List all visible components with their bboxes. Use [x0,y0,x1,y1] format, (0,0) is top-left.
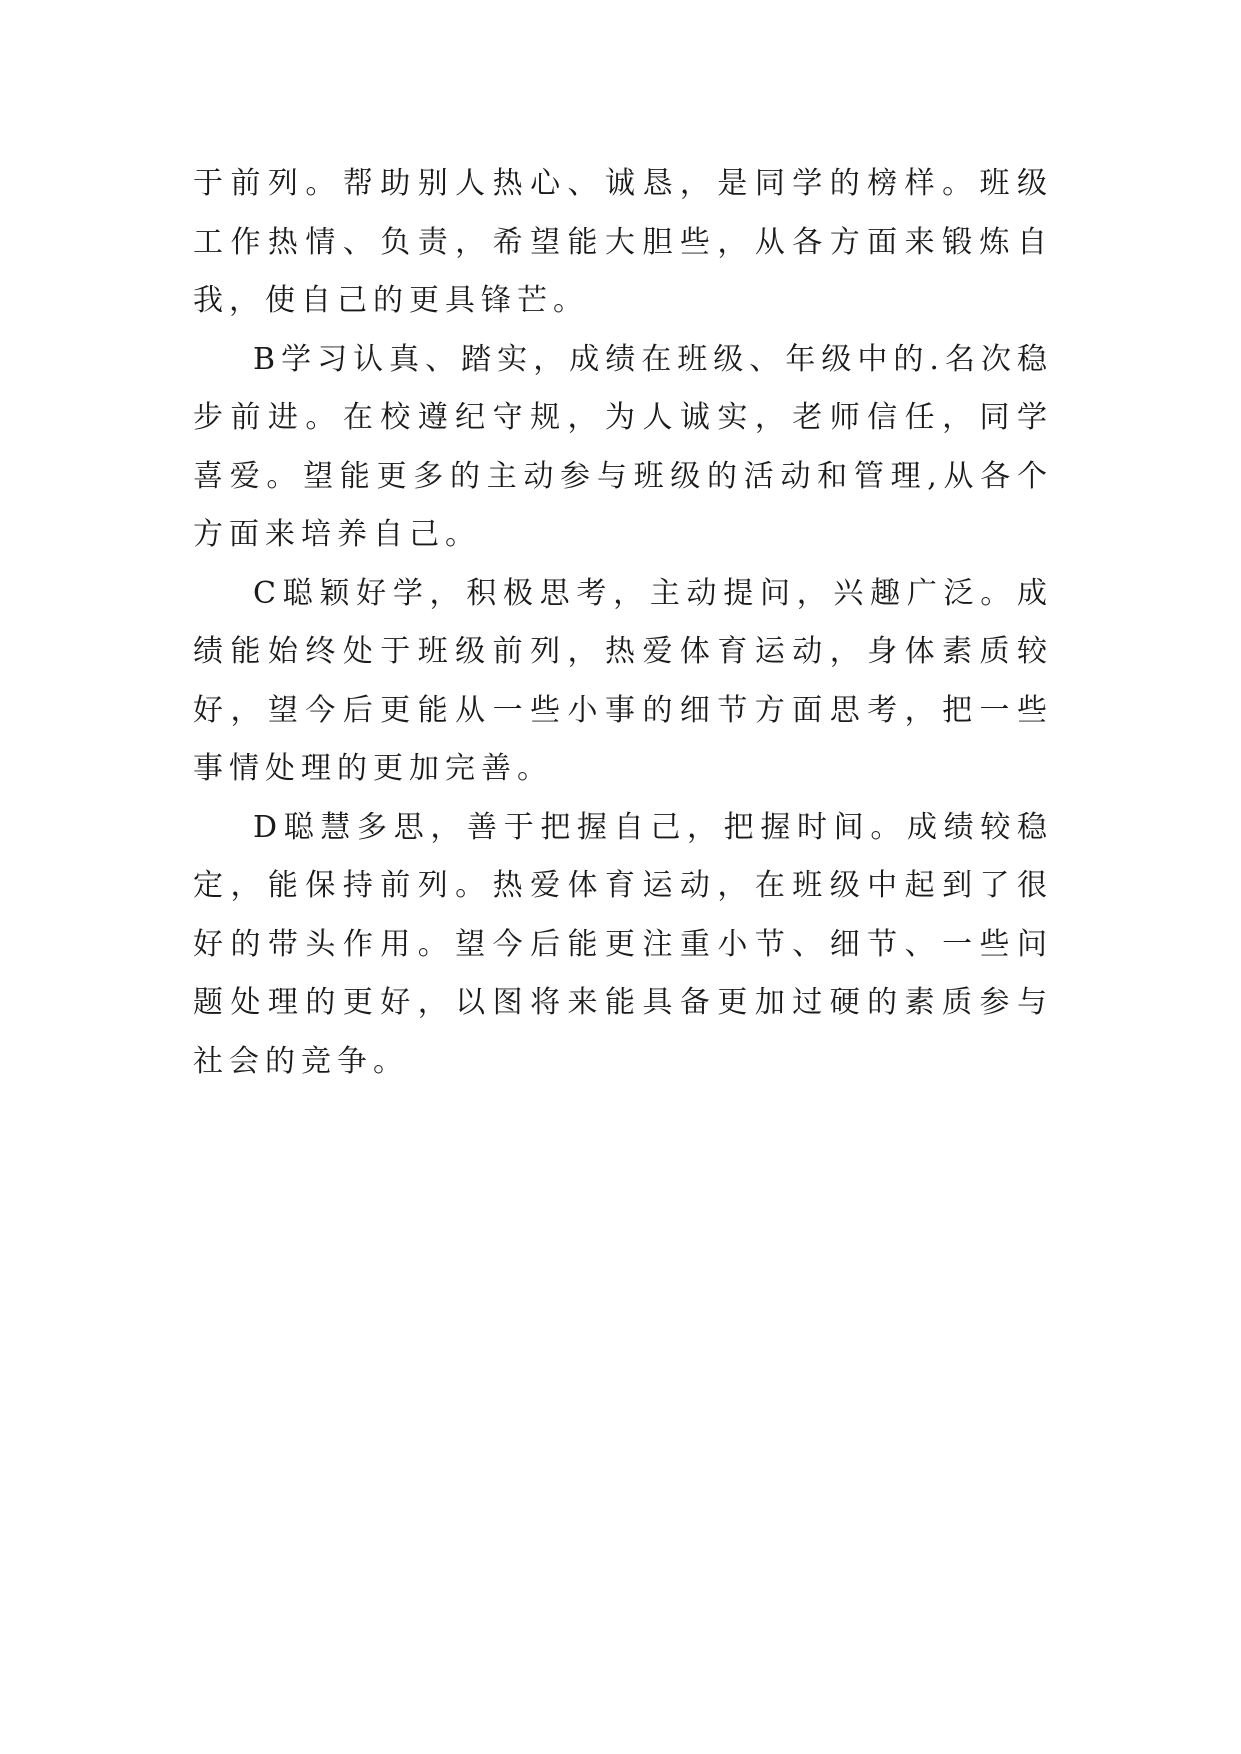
paragraph-d: D聪慧多思，善于把握自己，把握时间。成绩较稳定，能保持前列。热爱体育运动，在班级中起到了很好的带头作用。望今后能更注重小节、细节、一些问题处理的更好，以图将来能具备更加过硬的素质参与社会的竞争。 [193,809,1053,1079]
document-body [193,155,1053,1091]
paragraph-b: B学习认真、踏实，成绩在班级、年级中的.名次稳步前进。在校遵纪守规，为人诚实，老师信任，同学喜爱。望能更多的主动参与班级的活动和管理,从各个方面来培养自己。 [193,341,1053,552]
paragraph-continuation: 于前列。帮助别人热心、诚恳，是同学的榜样。班级工作热情、负责，希望能大胆些，从各方面来锻炼自我，使自己的更具锋芒。 [193,166,1053,318]
paragraph-c: C聪颖好学，积极思考，主动提问，兴趣广泛。成绩能始终处于班级前列，热爱体育运动，身体素质较好，望今后更能从一些小事的细节方面思考，把一些事情处理的更加完善。 [193,575,1053,786]
